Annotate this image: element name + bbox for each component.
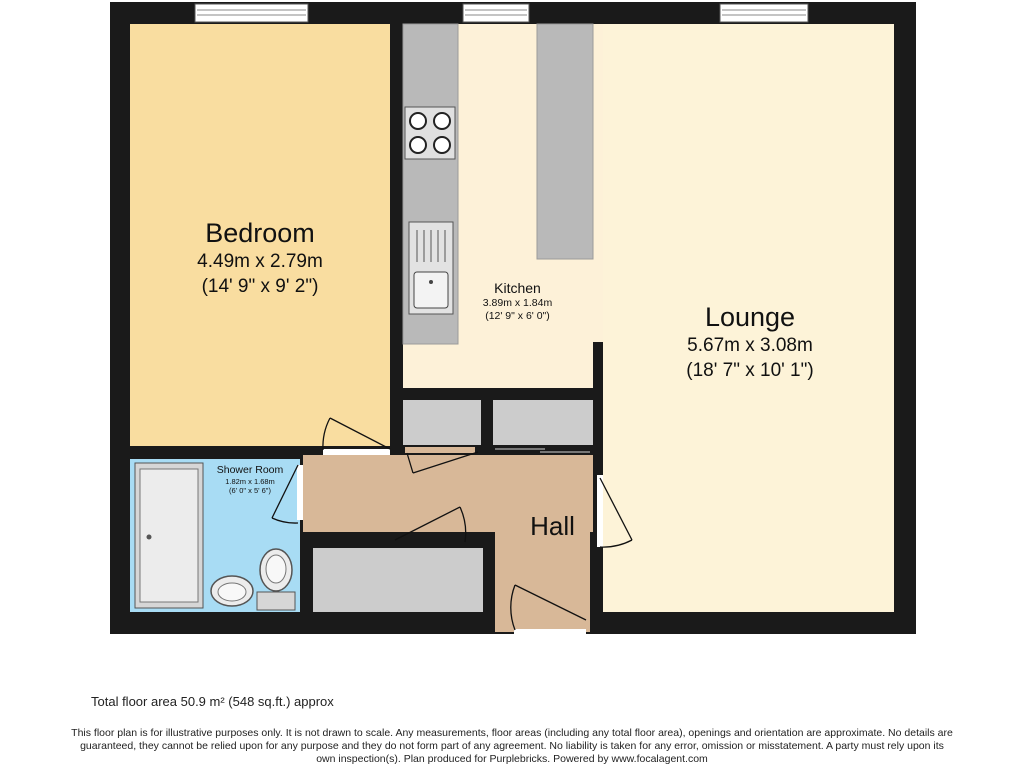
kitchen-worktop-island (537, 24, 593, 259)
total-floor-area: Total floor area 50.9 m² (548 sq.ft.) approx (91, 694, 334, 709)
cupboard-1 (403, 400, 481, 445)
kitchen-label (455, 279, 580, 323)
lounge-imperial: (18' 7" x 10' 1") (686, 360, 814, 381)
shower-room-metric: 1.82m x 1.68m (225, 477, 275, 486)
lounge-metric: 5.67m x 3.08m (687, 335, 813, 356)
toilet-icon (257, 549, 295, 610)
bedroom-name: Bedroom (205, 218, 315, 248)
basin-icon (211, 576, 253, 606)
kitchen-floor-extension (593, 24, 603, 342)
bedroom-imperial: (14' 9" x 9' 2") (201, 276, 319, 297)
hob-icon (405, 107, 455, 159)
sink-icon (409, 222, 453, 314)
hall-name: Hall (530, 511, 575, 541)
window-bedroom (195, 4, 308, 22)
bedroom-label (130, 218, 390, 299)
shower-room-imperial: (6' 0" x 5' 6") (229, 486, 271, 495)
kitchen-imperial: (12' 9" x 6' 0") (485, 310, 550, 322)
kitchen-name: Kitchen (494, 280, 541, 296)
kitchen-metric: 3.89m x 1.84m (482, 297, 553, 309)
cupboard-2 (493, 400, 593, 445)
window-kitchen (463, 4, 529, 22)
hall-label (515, 511, 590, 542)
shower-room-label (205, 464, 295, 495)
window-lounge (720, 4, 808, 22)
disclaimer-text: This floor plan is for illustrative purposes only. It is not drawn to scale. Any measurements, floor areas (including any total floor area), openings and orientation are approximate. No details are guaranteed, they cannot be relied upon for any purpose and they do not form part of any agreement. No liability is taken for any error, omission or misstatement. A party must rely upon its own inspection(s). Plan produced for Purplebricks. Powered by www.focalagent.com (71, 727, 953, 765)
hall-floor-entrance (495, 532, 590, 632)
bedroom-metric: 4.49m x 2.79m (197, 251, 323, 272)
lounge-label (600, 302, 900, 383)
shower-tray-icon (135, 463, 203, 608)
cupboard-3 (313, 548, 483, 612)
lounge-name: Lounge (704, 302, 796, 332)
shower-room-name: Shower Room (216, 464, 284, 476)
